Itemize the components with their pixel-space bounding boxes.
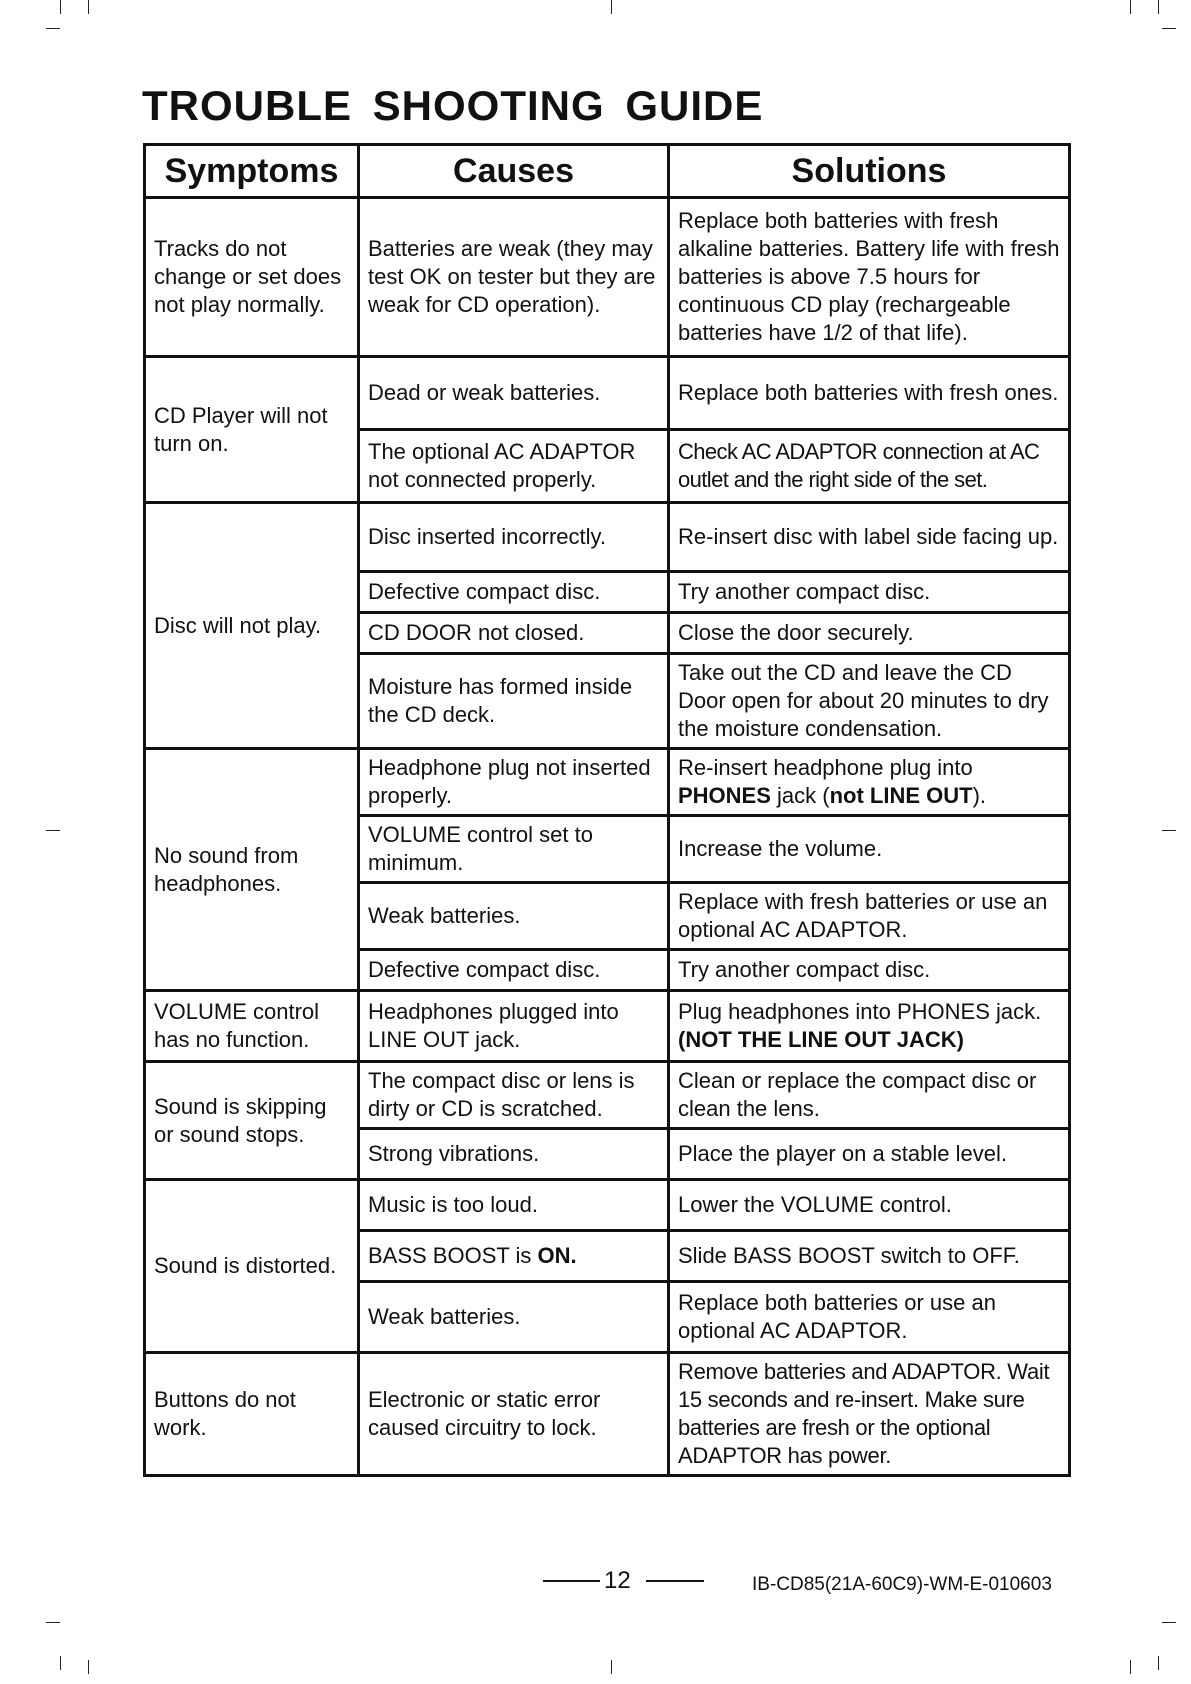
solution-text: ). — [972, 783, 987, 808]
cause-cell: Strong vibrations. — [359, 1129, 669, 1180]
crop-mark — [46, 28, 60, 29]
cause-cell — [359, 1231, 669, 1282]
table-row — [145, 198, 1070, 357]
cause-cell: Music is too loud. — [359, 1180, 669, 1231]
table-row — [145, 503, 1070, 572]
footer-rule — [646, 1580, 704, 1582]
cause-cell: Disc inserted incorrectly. — [359, 503, 669, 572]
crop-mark — [1158, 1656, 1159, 1670]
causes-header: Causes — [359, 145, 669, 198]
symptom-cell: Tracks do not change or set does not play normally. — [145, 198, 359, 357]
crop-mark — [1158, 0, 1159, 14]
table-row — [145, 357, 1070, 430]
cause-cell: Dead or weak batteries. — [359, 357, 669, 430]
symptoms-header: Symptoms — [145, 145, 359, 198]
solution-cell: Replace both batteries or use an optional AC ADAPTOR. — [669, 1282, 1070, 1353]
crop-mark — [46, 830, 60, 831]
solution-cell: Place the player on a stable level. — [669, 1129, 1070, 1180]
cause-cell: Headphones plugged into LINE OUT jack. — [359, 991, 669, 1062]
solution-cell: Replace both batteries with fresh ones. — [669, 357, 1070, 430]
cause-cell: The optional AC ADAPTOR not connected properly. — [359, 430, 669, 503]
table-row — [145, 991, 1070, 1062]
crop-mark — [1130, 1660, 1131, 1674]
solution-bold: (NOT THE LINE OUT JACK) — [678, 1027, 964, 1052]
cause-cell: Weak batteries. — [359, 883, 669, 950]
table-row — [145, 1180, 1070, 1231]
cause-cell: VOLUME control set to minimum. — [359, 816, 669, 883]
cause-cell: The compact disc or lens is dirty or CD is scratched. — [359, 1062, 669, 1129]
cause-cell: Defective compact disc. — [359, 572, 669, 613]
symptom-cell: Sound is skipping or sound stops. — [145, 1062, 359, 1180]
solution-cell — [669, 991, 1070, 1062]
cause-cell: Electronic or static error caused circuitry to lock. — [359, 1353, 669, 1476]
table-row — [145, 1062, 1070, 1129]
crop-mark — [88, 0, 89, 14]
solution-bold: not LINE OUT — [829, 783, 973, 808]
cause-cell: Headphone plug not inserted properly. — [359, 749, 669, 816]
solution-cell: Remove batteries and ADAPTOR. Wait 15 seconds and re-insert. Make sure batteries are fresh or the optional ADAPTOR has power. — [669, 1353, 1070, 1476]
solution-cell: Replace with fresh batteries or use an optional AC ADAPTOR. — [669, 883, 1070, 950]
crop-mark — [1162, 1622, 1176, 1623]
symptom-cell: Sound is distorted. — [145, 1180, 359, 1353]
solutions-header: Solutions — [669, 145, 1070, 198]
solution-cell: Try another compact disc. — [669, 572, 1070, 613]
solution-text: Re-insert headphone plug into — [678, 755, 973, 780]
crop-mark — [60, 0, 61, 14]
table-row — [145, 749, 1070, 816]
crop-mark — [46, 1622, 60, 1623]
cause-text: BASS BOOST is — [368, 1243, 538, 1268]
solution-cell: Check AC ADAPTOR connection at AC outlet and the right side of the set. — [669, 430, 1070, 503]
solution-cell — [669, 749, 1070, 816]
solution-text: jack ( — [770, 783, 830, 808]
solution-cell: Slide BASS BOOST switch to OFF. — [669, 1231, 1070, 1282]
solution-cell: Take out the CD and leave the CD Door open for about 20 minutes to dry the moisture condensation. — [669, 654, 1070, 749]
crop-mark — [611, 1660, 612, 1674]
crop-mark — [88, 1660, 89, 1674]
cause-cell: Weak batteries. — [359, 1282, 669, 1353]
solution-cell: Replace both batteries with fresh alkaline batteries. Battery life with fresh batteries is above 7.5 hours for continuous CD play (rechargeable batteries have 1/2 of that life). — [669, 198, 1070, 357]
solution-bold: PHONES — [678, 783, 771, 808]
document-code: IB-CD85(21A-60C9)-WM-E-010603 — [752, 1574, 1052, 1595]
crop-mark — [60, 1656, 61, 1670]
cause-bold: ON. — [537, 1243, 577, 1268]
crop-mark — [1130, 0, 1131, 14]
symptom-cell: CD Player will not turn on. — [145, 357, 359, 503]
table-row — [145, 1353, 1070, 1476]
crop-mark — [1162, 28, 1176, 29]
page-title: TROUBLE SHOOTING GUIDE — [142, 82, 764, 129]
symptom-cell: VOLUME control has no function. — [145, 991, 359, 1062]
solution-cell: Re-insert disc with label side facing up. — [669, 503, 1070, 572]
crop-mark — [1162, 830, 1176, 831]
solution-cell: Clean or replace the compact disc or clean the lens. — [669, 1062, 1070, 1129]
cause-cell: Batteries are weak (they may test OK on tester but they are weak for CD operation). — [359, 198, 669, 357]
cause-cell: CD DOOR not closed. — [359, 613, 669, 654]
symptom-cell: No sound from headphones. — [145, 749, 359, 991]
solution-cell: Try another compact disc. — [669, 950, 1070, 991]
troubleshooting-table — [143, 143, 1071, 1477]
symptom-cell: Buttons do not work. — [145, 1353, 359, 1476]
cause-cell: Moisture has formed inside the CD deck. — [359, 654, 669, 749]
solution-cell: Increase the volume. — [669, 816, 1070, 883]
crop-mark — [611, 0, 612, 14]
symptom-cell: Disc will not play. — [145, 503, 359, 749]
page-number: 12 — [604, 1567, 631, 1594]
cause-cell: Defective compact disc. — [359, 950, 669, 991]
table-header-row — [145, 145, 1070, 198]
solution-text: Plug headphones into PHONES jack. — [678, 999, 1042, 1024]
footer-rule — [543, 1580, 600, 1582]
solution-cell: Close the door securely. — [669, 613, 1070, 654]
solution-cell: Lower the VOLUME control. — [669, 1180, 1070, 1231]
